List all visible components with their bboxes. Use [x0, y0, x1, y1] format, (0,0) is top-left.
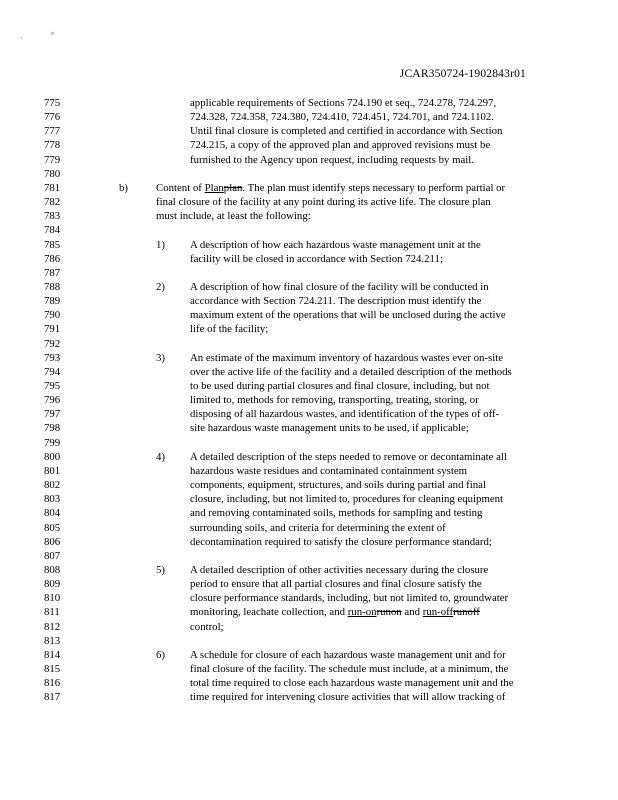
line-number: 783: [44, 210, 61, 223]
text-run: over the active life of the facility and a detailed description of the methods: [190, 365, 512, 378]
line-text: [190, 238, 481, 252]
text-run: Until final closure is completed and certified in accordance with Section: [190, 125, 503, 138]
document-line: [0, 648, 618, 662]
document-line: [0, 379, 618, 393]
item-number: 3): [156, 351, 165, 364]
line-number: 796: [44, 394, 61, 407]
line-number: 806: [44, 535, 61, 548]
line-number: 800: [44, 450, 61, 463]
line-number: 792: [44, 337, 61, 350]
document-line: [0, 549, 618, 563]
text-run: time required for intervening closure activities that will allow tracking of: [190, 691, 506, 704]
document-line: [0, 223, 618, 237]
line-number: 794: [44, 365, 61, 378]
line-number: 787: [44, 266, 61, 279]
line-text: [190, 322, 268, 336]
document-line: [0, 195, 618, 209]
document-line: [0, 662, 618, 676]
document-line: [0, 138, 618, 152]
line-text: [156, 195, 491, 209]
scan-mark: *: [50, 30, 55, 40]
text-run: furnished to the Agency upon request, including requests by mail.: [190, 153, 474, 166]
text-run: 724.215, a copy of the approved plan and approved revisions must be: [190, 139, 491, 152]
line-text: [190, 294, 481, 308]
text-run: 724.328, 724.358, 724.380, 724.410, 724.451, 724.701, and 724.1102.: [190, 111, 495, 124]
text-run: life of the facility;: [190, 323, 269, 336]
deleted-text: runon: [376, 606, 402, 619]
line-text: [190, 535, 492, 549]
line-text: [190, 393, 479, 407]
text-run: and: [401, 606, 423, 619]
document-line: [0, 436, 618, 450]
text-run: hazardous waste residues and contaminated containment system: [190, 464, 468, 477]
line-number: 809: [44, 578, 61, 591]
document-line: [0, 464, 618, 478]
document-line: [0, 351, 618, 365]
text-run: accordance with Section 724.211. The description must identify the: [190, 295, 482, 308]
line-number: 779: [44, 153, 61, 166]
item-number: 5): [156, 563, 165, 576]
line-text: [190, 110, 494, 124]
text-run: An estimate of the maximum inventory of hazardous wastes ever on-site: [190, 351, 504, 364]
line-number: 817: [44, 691, 61, 704]
subsection-label: b): [119, 181, 128, 194]
text-run: final closure of the facility. The schedule must include, at a minimum, the: [190, 663, 509, 675]
line-number: 797: [44, 408, 61, 421]
text-run: monitoring, leachate collection, and: [190, 606, 348, 619]
document-line: [0, 167, 618, 181]
line-number: 778: [44, 139, 61, 152]
line-text: [190, 591, 508, 605]
line-text: [190, 450, 507, 464]
line-text: [190, 379, 490, 393]
line-text: [190, 365, 512, 379]
document-line: [0, 492, 618, 506]
document-line: [0, 450, 618, 464]
line-text: [190, 308, 506, 322]
scan-mark: ,: [20, 30, 23, 40]
deleted-text: runoff: [453, 606, 480, 619]
text-run: final closure of the facility at any point during its active life. The closure plan: [156, 196, 491, 209]
line-number: 802: [44, 479, 61, 492]
line-number: 799: [44, 436, 61, 449]
text-run: site hazardous waste management units to be used, if applicable;: [190, 422, 469, 435]
line-text: [190, 605, 480, 619]
document-line: [0, 266, 618, 280]
text-run: and removing contaminated soils, methods for sampling and testing: [190, 507, 483, 520]
line-number: 793: [44, 351, 61, 364]
line-text: [190, 662, 508, 676]
document-line: [0, 322, 618, 336]
line-number: 785: [44, 238, 61, 251]
text-run: A detailed description of other activities necessary during the closure: [190, 563, 489, 576]
document-line: [0, 605, 618, 619]
line-text: [190, 153, 474, 167]
document-line: [0, 238, 618, 252]
text-run: to be used during partial closures and final closure, including, but not: [190, 380, 490, 392]
line-text: [190, 280, 489, 294]
document-line: [0, 365, 618, 379]
line-text: [190, 563, 488, 577]
inserted-text: run-off: [422, 606, 454, 619]
line-number: 808: [44, 563, 61, 576]
line-text: [190, 478, 486, 492]
document-line: [0, 407, 618, 421]
line-text: [190, 492, 503, 506]
text-run: Content of: [156, 181, 205, 194]
inserted-text: Plan: [204, 181, 224, 194]
item-number: 1): [156, 238, 165, 251]
item-number: 6): [156, 648, 165, 661]
line-number: 777: [44, 125, 61, 138]
line-text: [190, 407, 499, 421]
document-line: [0, 478, 618, 492]
text-run: disposing of all hazardous wastes, and identification of the types of off-: [190, 408, 500, 421]
line-number: 782: [44, 196, 61, 209]
line-number: 804: [44, 507, 61, 520]
document-line: [0, 124, 618, 138]
document-line: [0, 521, 618, 535]
document-line: [0, 153, 618, 167]
text-run: period to ensure that all partial closures and final closure satisfy the: [190, 578, 482, 591]
text-run: components, equipment, structures, and soils during partial and final: [190, 479, 486, 492]
text-run: surrounding soils, and criteria for determining the extent of: [190, 521, 446, 534]
document-line: [0, 421, 618, 435]
line-number: 805: [44, 521, 61, 534]
line-text: [190, 252, 443, 266]
line-number: 795: [44, 380, 61, 392]
document-line: [0, 252, 618, 266]
text-run: maximum extent of the operations that will be unclosed during the active: [190, 309, 506, 322]
line-number: 803: [44, 493, 61, 506]
document-line: [0, 96, 618, 110]
line-number: 788: [44, 280, 61, 293]
document-line: [0, 563, 618, 577]
scan-marks: [20, 30, 83, 40]
document-line: [0, 535, 618, 549]
line-number: 789: [44, 295, 61, 308]
line-text: [190, 464, 467, 478]
item-number: 4): [156, 450, 165, 463]
document-line: [0, 506, 618, 520]
document-line: [0, 620, 618, 634]
line-number: 791: [44, 323, 61, 336]
text-run: decontamination required to satisfy the closure performance standard;: [190, 535, 492, 548]
line-number: 784: [44, 224, 61, 237]
document-line: [0, 294, 618, 308]
line-text: [190, 96, 496, 110]
line-text: [190, 506, 482, 520]
text-run: A detailed description of the steps needed to remove or decontaminate all: [190, 450, 507, 463]
line-text: [190, 521, 446, 535]
text-run: A schedule for closure of each hazardous waste management unit and for: [190, 648, 506, 661]
document-line: [0, 280, 618, 294]
line-number: 813: [44, 634, 61, 647]
document-line: [0, 690, 618, 704]
line-number: 812: [44, 620, 61, 633]
document-line: [0, 393, 618, 407]
document-id-header: JCAR350724-1902843r01: [399, 68, 526, 80]
text-run: applicable requirements of Sections 724.190 et seq., 724.278, 724.297,: [190, 97, 497, 109]
line-number: 811: [44, 606, 60, 619]
line-text: [190, 620, 224, 634]
line-number: 815: [44, 663, 61, 675]
line-number: 780: [44, 167, 61, 180]
text-run: A description of how each hazardous waste management unit at the: [190, 238, 481, 251]
line-number: 798: [44, 422, 61, 435]
document-line: [0, 634, 618, 648]
text-run: must include, at least the following:: [156, 210, 311, 223]
line-number: 814: [44, 648, 61, 661]
inserted-text: run-on: [347, 606, 377, 619]
deleted-text: plan: [223, 181, 243, 194]
line-text: [190, 648, 506, 662]
text-run: facility will be closed in accordance with Section 724.211;: [190, 252, 443, 265]
document-line: [0, 337, 618, 351]
text-run: . The plan must identify steps necessary to perform partial or: [242, 181, 506, 194]
line-text: [190, 138, 490, 152]
line-text: [156, 209, 311, 223]
line-text: [190, 676, 514, 690]
line-number: 775: [44, 97, 61, 109]
line-text: [156, 181, 505, 195]
line-number: 807: [44, 549, 61, 562]
item-number: 2): [156, 280, 165, 293]
document-line: [0, 676, 618, 690]
text-run: A description of how final closure of the facility will be conducted in: [190, 280, 489, 293]
line-number: 816: [44, 677, 61, 690]
line-number: 776: [44, 111, 61, 124]
document-line: [0, 209, 618, 223]
line-number: 810: [44, 592, 61, 605]
line-text: [190, 577, 482, 591]
text-run: closure, including, but not limited to, procedures for cleaning equipment: [190, 493, 504, 506]
text-run: closure performance standards, including, but not limited to, groundwater: [190, 592, 509, 605]
document-line: [0, 181, 618, 195]
line-number: 781: [44, 181, 61, 194]
line-number: 786: [44, 252, 61, 265]
text-run: total time required to close each hazardous waste management unit and the: [190, 677, 514, 690]
text-run: limited to, methods for removing, transporting, treating, storing, or: [190, 394, 479, 407]
line-text: [190, 421, 469, 435]
line-number: 790: [44, 309, 61, 322]
line-text: [190, 124, 502, 138]
document-line: [0, 110, 618, 124]
document-line: [0, 591, 618, 605]
text-run: control;: [190, 620, 224, 633]
line-number: 801: [44, 464, 61, 477]
document-line: [0, 577, 618, 591]
document-line: [0, 308, 618, 322]
line-text: [190, 690, 505, 704]
line-text: [190, 351, 503, 365]
